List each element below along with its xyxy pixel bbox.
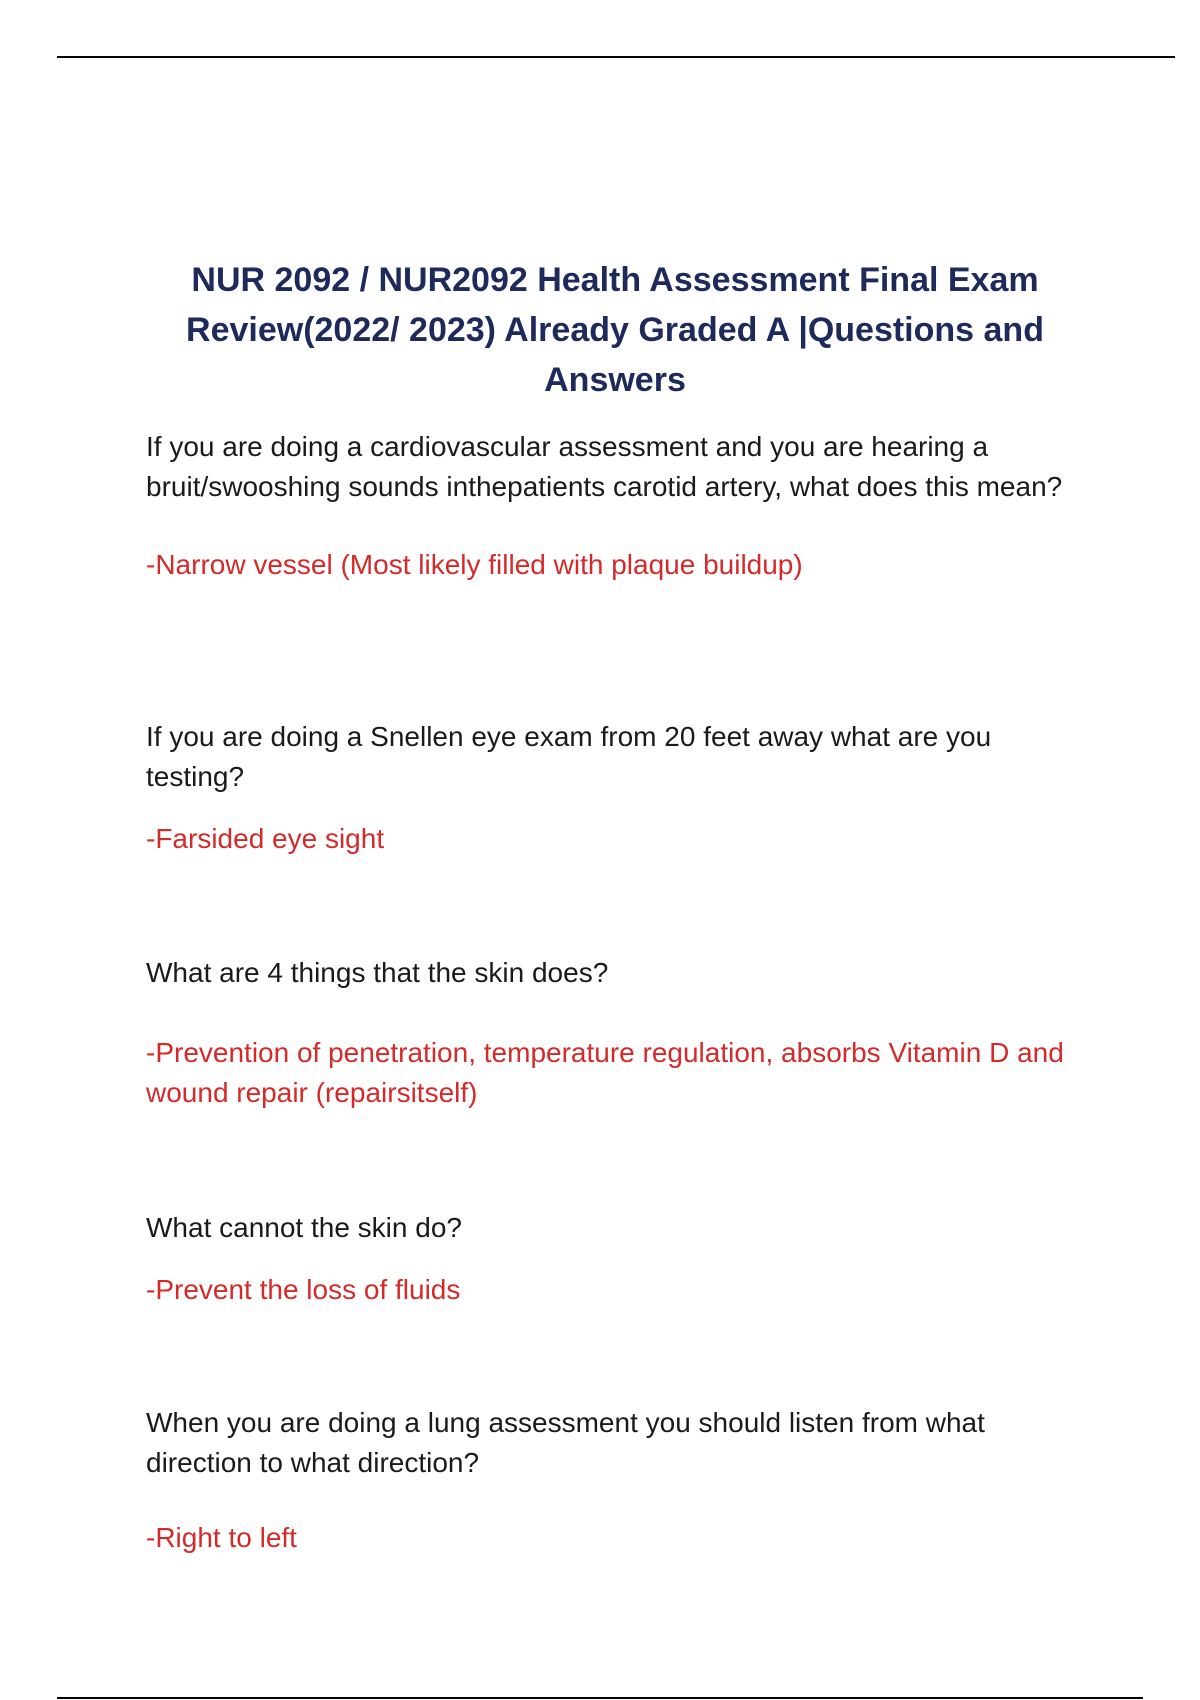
qa-item-5 — [146, 1403, 1086, 1558]
qa-item-4 — [146, 1208, 1086, 1310]
qa-item-2 — [146, 717, 1086, 859]
answer-text: -Narrow vessel (Most likely filled with plaque buildup) — [146, 549, 803, 580]
question-text: What cannot the skin do? — [146, 1212, 462, 1243]
question-text: If you are doing a Snellen eye exam from 20 feet away what are you testing? — [146, 721, 992, 792]
question-text: If you are doing a cardiovascular assessment and you are hearing a bruit/swooshing sounds inthepatients carotid artery, what does this mean? — [146, 431, 1063, 502]
answer-text: -Prevent the loss of fluids — [146, 1274, 461, 1305]
document-title: NUR 2092 / NUR2092 Health Assessment Final Exam Review(2022/ 2023) Already Graded A |Questions and Answers — [186, 261, 1044, 399]
top-divider — [57, 56, 1175, 58]
qa-item-3 — [146, 953, 1086, 1113]
question-text: When you are doing a lung assessment you should listen from what direction to what direction? — [146, 1407, 985, 1478]
answer-text: -Right to left — [146, 1522, 297, 1553]
answer-text: -Prevention of penetration, temperature regulation, absorbs Vitamin D and wound repair (repairsitself) — [146, 1037, 1064, 1108]
qa-item-1 — [146, 427, 1086, 585]
bottom-divider — [57, 1697, 1143, 1699]
question-text: What are 4 things that the skin does? — [146, 957, 609, 988]
answer-text: -Farsided eye sight — [146, 823, 385, 854]
